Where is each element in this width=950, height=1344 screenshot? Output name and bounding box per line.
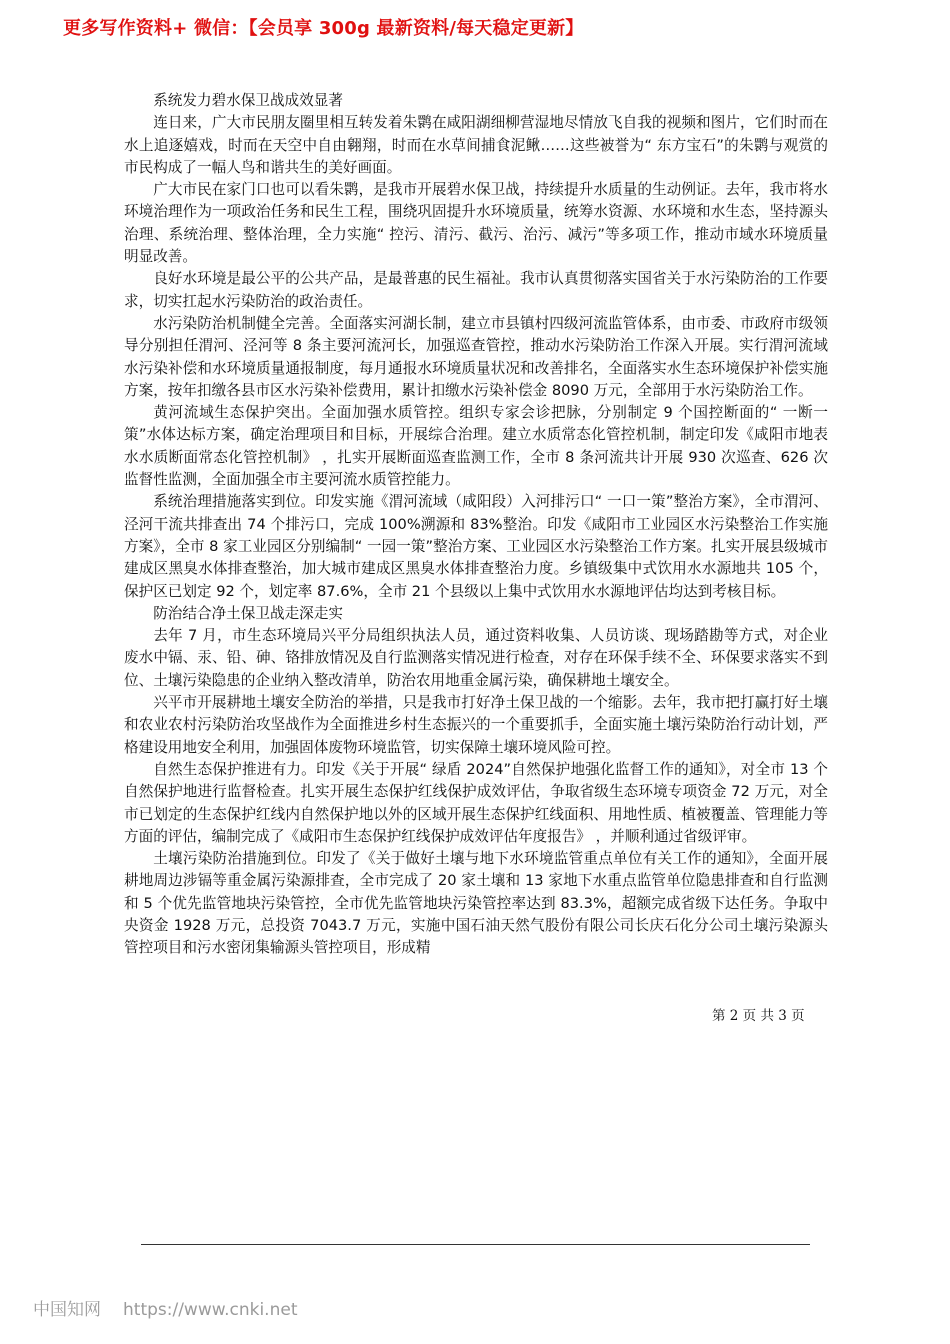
page-number: 第 2 页 共 3 页	[712, 1008, 805, 1024]
paragraph: 黄河流域生态保护突出。全面加强水质管控。组织专家会诊把脉，分别制定 9 个国控断面的“ 一断一策”水体达标方案，确定治理项目和目标，开展综合治理。建立水质常态化管控机制，制定印发《咸阳市地表水水质断面常态化管控机制》 ，扎实开展断面巡查监测工作，全市 8 条河流共计开展 930 次巡查、626 次监督性监测，全面加强全市主要河流水质管控能力。	[124, 404, 828, 489]
paragraph: 良好水环境是最公平的公共产品，是最普惠的民生福祉。我市认真贯彻落实国省关于水污染防治的工作要求，切实扛起水污染防治的政治责任。	[124, 270, 828, 310]
section-heading: 防治结合净土保卫战走深走实	[153, 604, 343, 622]
footer-divider	[141, 1244, 810, 1245]
promo-banner: 更多写作资料+ 微信：【会员享 300g 最新资料/每天稳定更新】	[63, 18, 584, 39]
paragraph: 连日来，广大市民朋友圈里相互转发着朱鹮在咸阳湖细柳营湿地尽情放飞自我的视频和图片，它们时而在水上追逐嬉戏，时而在天空中自由翱翔，时而在水草间捕食泥鳅……这些被誉为“ 东方宝石”的朱鹮与观赏的市民构成了一幅人鸟和谐共生的美好画面。	[124, 114, 828, 176]
watermark-url: https://www.cnki.net	[123, 1300, 298, 1320]
paragraph: 广大市民在家门口也可以看朱鹮，是我市开展碧水保卫战，持续提升水质量的生动例证。去年，我市将水环境治理作为一项政治任务和民生工程，围绕巩固提升水环境质量，统筹水资源、水环境和水生态，坚持源头治理、系统治理、整体治理，全力实施“ 控污、清污、截污、治污、减污”等多项工作，推动市域水环境质量明显改善。	[124, 181, 828, 266]
paragraph: 自然生态保护推进有力。印发《关于开展“ 绿盾 2024”自然保护地强化监督工作的通知》，对全市 13 个自然保护地进行监督检查。扎实开展生态保护红线保护成效评估，争取省级生态环境专项资金 72 万元，对全市已划定的生态保护红线内自然保护地以外的区域开展生态保护红线面积、用地性质、植被覆盖、管理能力等方面的评估，编制完成了《咸阳市生态保护红线保护成效评估年度报告》 ，并顺利通过省级评审。	[124, 760, 828, 845]
watermark	[33, 1295, 297, 1320]
paragraph: 土壤污染防治措施到位。印发了《关于做好土壤与地下水环境监管重点单位有关工作的通知》，全面开展耕地周边涉镉等重金属污染源排查，全市完成了 20 家土壤和 13 家地下水重点监管单位隐患排查和自行监测和 5 个优先监管地块污染管控，全市优先监管地块污染管控率达到 83.3%，超额完成省级下达任务。争取中央资金 1928 万元，总投资 7043.7 万元，实施中国石油天然气股份有限公司长庆石化分公司土壤污染源头管控项目和污水密闭集输源头管控项目，形成精	[124, 850, 828, 957]
paragraph: 系统治理措施落实到位。印发实施《渭河流域（咸阳段）入河排污口“ 一口一策”整治方案》，全市渭河、泾河干流共排查出 74 个排污口，完成 100%溯源和 83%整治。印发《咸阳市工业园区水污染整治工作实施方案》，全市 8 家工业园区分别编制“ 一园一策”整治方案、工业园区水污染整治工作方案。扎实开展县级城市建成区黑臭水体排查整治，加大城市建成区黑臭水体排查整治力度。乡镇级集中式饮用水水源地共 105 个，保护区已划定 92 个，划定率 87.6%，全市 21 个县级以上集中式饮用水水源地评估均达到考核目标。	[124, 493, 828, 600]
paragraph: 水污染防治机制健全完善。全面落实河湖长制，建立市县镇村四级河流监管体系，由市委、市政府市级领导分别担任渭河、泾河等 8 条主要河流河长，加强巡查管控，推动水污染防治工作深入开展。实行渭河流域水污染补偿和水环境质量通报制度，每月通报水环境质量状况和改善排名，全面落实水生态环境保护补偿实施方案，按年扣缴各县市区水污染补偿费用，累计扣缴水污染补偿金 8090 万元，全部用于水污染防治工作。	[124, 314, 828, 399]
paragraph: 兴平市开展耕地土壤安全防治的举措，只是我市打好净土保卫战的一个缩影。去年，我市把打赢打好土壤和农业农村污染防治攻坚战作为全面推进乡村生态振兴的一个重要抓手，全面实施土壤污染防治行动计划，严格建设用地安全利用，加强固体废物环境监管，切实保障土壤环境风险可控。	[124, 694, 828, 756]
section-heading: 系统发力碧水保卫战成效显著	[153, 92, 343, 109]
paragraph: 去年 7 月，市生态环境局兴平分局组织执法人员，通过资料收集、人员访谈、现场踏勘等方式，对企业废水中镉、汞、铅、砷、铬排放情况及自行监测落实情况进行检查，对存在环保手续不全、环保要求落实不到位、土壤污染隐患的企业纳入整改清单，防治农用地重金属污染，确保耕地土壤安全。	[124, 627, 828, 689]
document-body	[124, 90, 828, 960]
watermark-site-name: 中国知网	[33, 1300, 101, 1320]
